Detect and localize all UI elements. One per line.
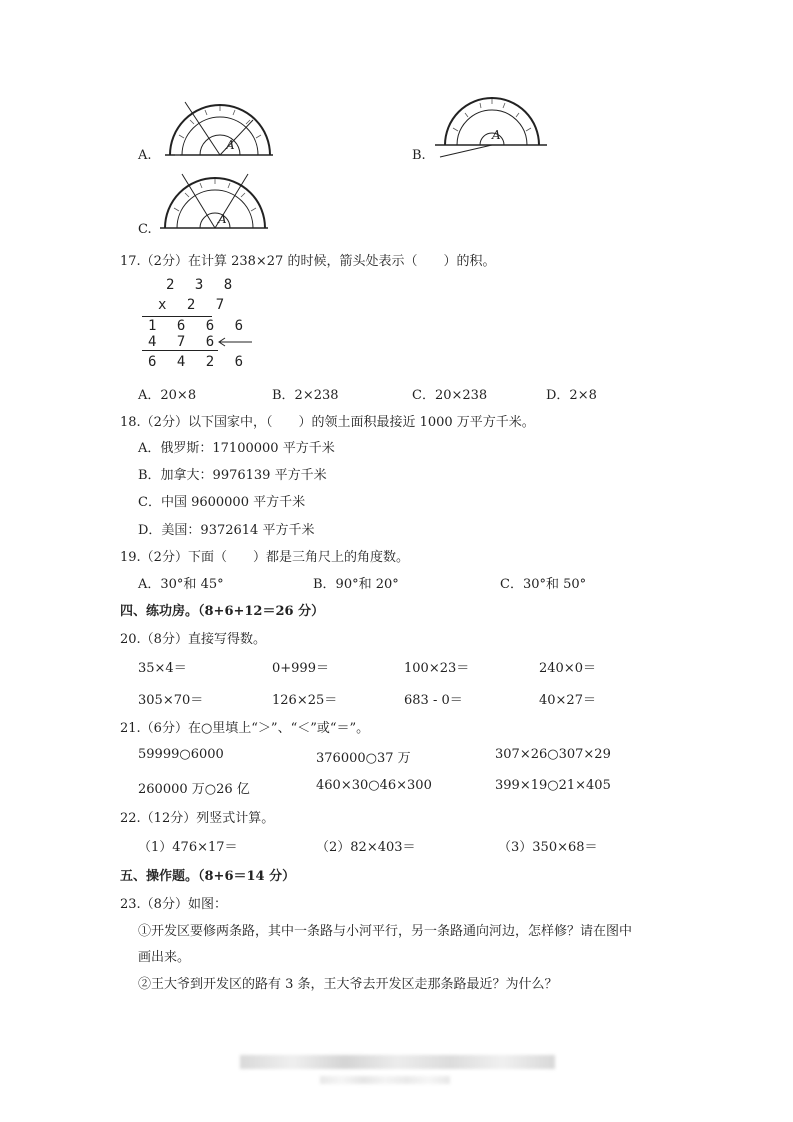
q21-stem: 21.（6分）在○里填上“＞”、“＜”或“＝”。 (120, 721, 370, 736)
q18-option-c: C．中国 9600000 平方千米 (138, 495, 306, 510)
q21-item: 59999○6000 (138, 747, 224, 762)
q20-stem: 20.（8分）直接写得数。 (120, 632, 266, 647)
q20-item: 240×0＝ (539, 661, 596, 676)
q18-option-d: D．美国：9372614 平方千米 (138, 523, 315, 538)
q23-part1-line2: 画出来。 (138, 950, 191, 965)
q23-part2: ②王大爷到开发区的路有 3 条，王大爷去开发区走那条路最近？为什么？ (138, 977, 558, 992)
section-5-heading: 五、操作题。（8+6＝14 分） (120, 869, 296, 884)
q22-item: （2）82×403＝ (316, 840, 416, 855)
footer-watermark (240, 1055, 555, 1069)
protractor-a-figure (165, 100, 275, 160)
q21-item: 307×26○307×29 (495, 747, 611, 762)
q20-item: 683 - 0＝ (404, 693, 463, 708)
q21-item: 260000 万○26 亿 (138, 782, 250, 797)
q19-option-a: A．30°和 45° (138, 577, 224, 592)
q23-part1-line1: ①开发区要修两条路，其中一条路与小河平行，另一条路通向河边，怎样修？请在图中 (138, 924, 633, 939)
q22-item: （1）476×17＝ (138, 840, 238, 855)
angle-a-letter: A (226, 138, 235, 152)
protractor-c-figure (160, 168, 270, 233)
q21-item: 399×19○21×405 (495, 778, 611, 793)
q23-stem: 23.（8分）如图： (120, 897, 227, 912)
option-c-label: C. (138, 222, 152, 237)
section-4-heading: 四、练功房。（8+6+12＝26 分） (120, 604, 325, 619)
q19-stem: 19.（2分）下面（ ）都是三角尺上的角度数。 (120, 550, 409, 565)
option-a-label: A. (138, 148, 152, 163)
calc-row-5: 6 4 2 6 (148, 354, 250, 370)
q18-option-b: B．加拿大：9976139 平方千米 (138, 468, 327, 483)
calc-rule-2 (142, 350, 218, 351)
footer-watermark-sub (320, 1076, 450, 1084)
calc-row-1: 2 3 8 (166, 277, 239, 293)
q17-stem: 17.（2分）在计算 238×27 的时候，箭头处表示（ ）的积。 (120, 254, 496, 269)
q20-item: 0+999＝ (272, 661, 329, 676)
calc-row-4: 4 7 6 (148, 334, 221, 350)
q20-item: 40×27＝ (539, 693, 596, 708)
q17-option-c: C．20×238 (412, 388, 488, 403)
q20-item: 100×23＝ (404, 661, 470, 676)
calc-rule-1 (142, 316, 212, 317)
angle-b-letter: A (492, 128, 501, 142)
q19-option-b: B．90°和 20° (313, 577, 399, 592)
q20-item: 126×25＝ (272, 693, 338, 708)
q22-item: （3）350×68＝ (498, 840, 598, 855)
q21-item: 376000○37 万 (316, 751, 411, 766)
q18-option-a: A．俄罗斯：17100000 平方千米 (138, 441, 335, 456)
q17-option-d: D．2×8 (546, 388, 597, 403)
q21-item: 460×30○46×300 (316, 778, 432, 793)
q18-stem: 18.（2分）以下国家中，（ ）的领土面积最接近 1000 万平方千米。 (120, 415, 535, 430)
option-b-label: B. (412, 148, 426, 163)
q22-stem: 22.（12分）列竖式计算。 (120, 811, 275, 826)
q20-item: 305×70＝ (138, 693, 204, 708)
q17-option-a: A．20×8 (138, 388, 197, 403)
q19-option-c: C．30°和 50° (500, 577, 587, 592)
angle-c-letter: A (218, 212, 227, 226)
q20-item: 35×4＝ (138, 661, 187, 676)
q17-option-b: B．2×238 (272, 388, 339, 403)
arrow-icon (216, 336, 256, 348)
calc-row-3: 1 6 6 6 (148, 318, 250, 334)
calc-row-2: x 2 7 (158, 297, 231, 313)
